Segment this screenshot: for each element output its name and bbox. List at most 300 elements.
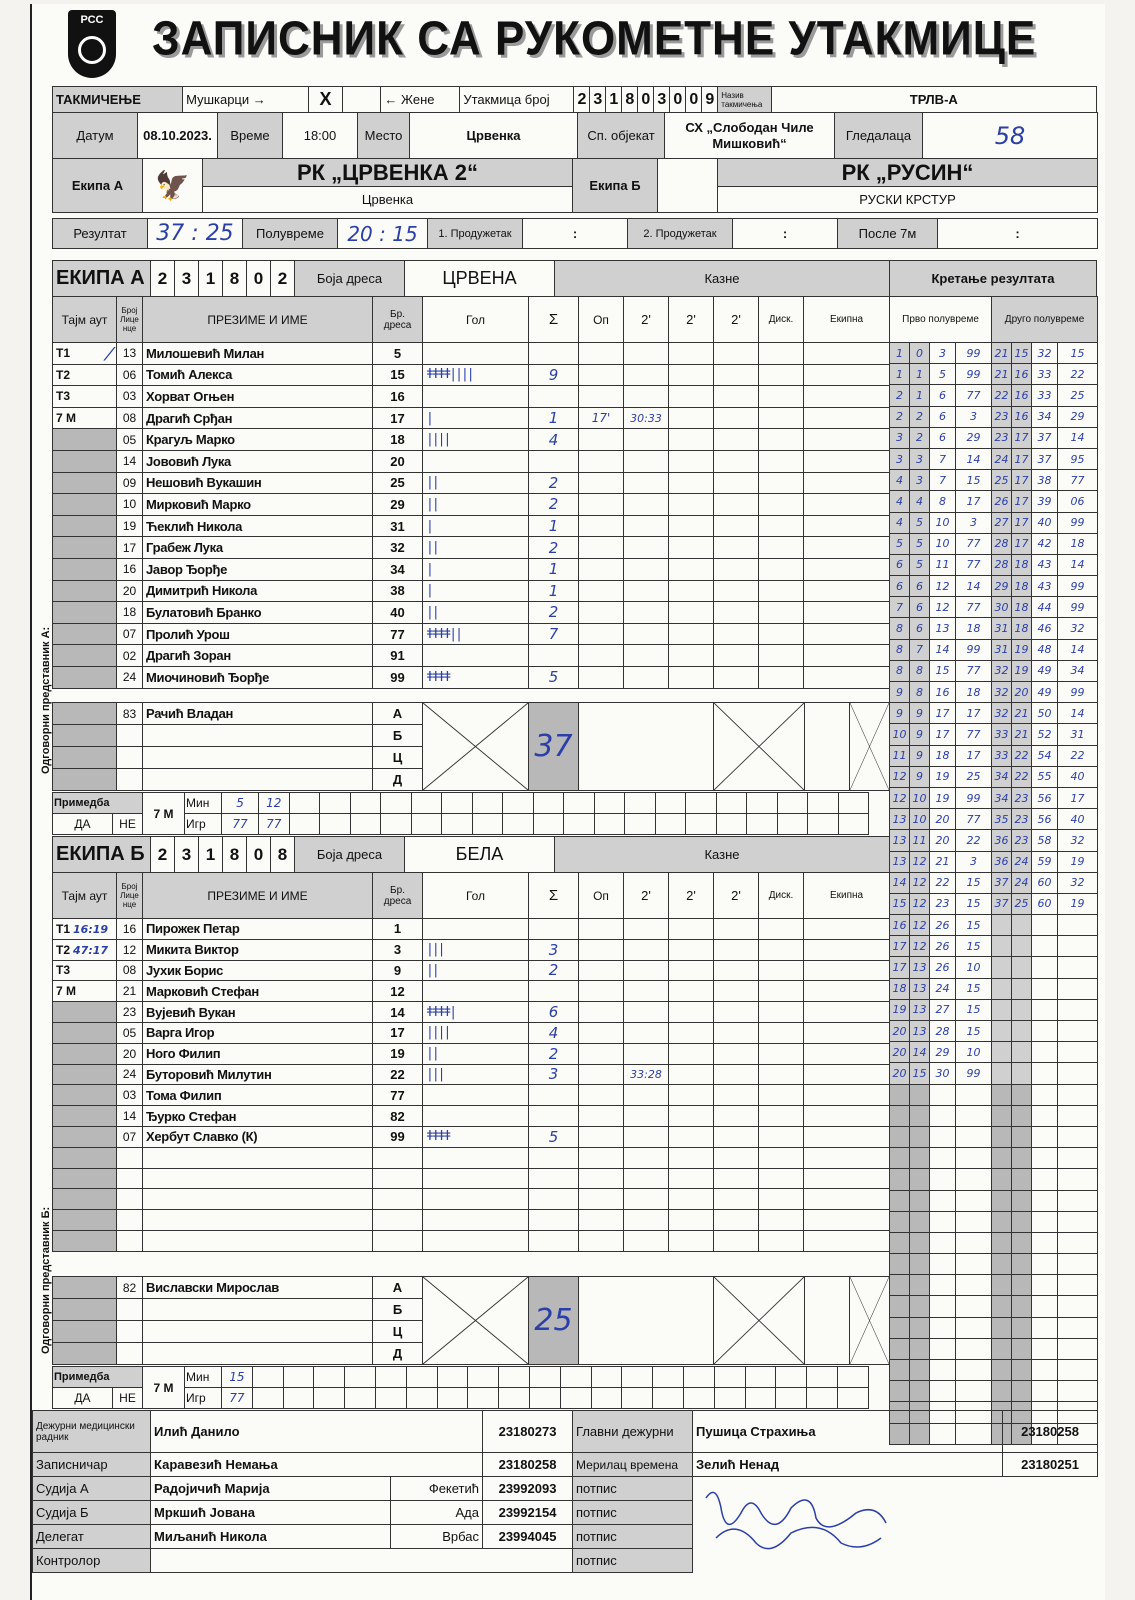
suspension-cell[interactable] xyxy=(624,580,669,602)
progress-cell: 77 xyxy=(956,809,992,830)
suspension-cell[interactable] xyxy=(669,537,714,559)
excl-cell[interactable] xyxy=(804,364,890,386)
suspension-cell[interactable] xyxy=(669,450,714,472)
disq-cell[interactable] xyxy=(759,1189,804,1210)
disq-cell[interactable] xyxy=(759,1230,804,1251)
suspension-cell[interactable] xyxy=(714,494,759,516)
suspension-cell[interactable] xyxy=(624,1147,669,1168)
progress-cell: 28 xyxy=(992,554,1012,575)
suspension-cell[interactable] xyxy=(624,364,669,386)
excl-cell[interactable] xyxy=(804,1230,890,1251)
warning-cell[interactable] xyxy=(579,981,624,1002)
match-info-table xyxy=(52,86,1097,113)
scorer-label: Записничар xyxy=(33,1453,151,1477)
progress-row xyxy=(890,957,1098,978)
disq-cell[interactable] xyxy=(759,343,804,365)
table-row xyxy=(53,364,890,386)
suspension-cell[interactable] xyxy=(714,472,759,494)
excl-cell[interactable] xyxy=(804,580,890,602)
warning-cell[interactable] xyxy=(579,450,624,472)
progress-cell xyxy=(1058,1084,1098,1105)
progress-cell: 26 xyxy=(930,936,956,957)
table-row xyxy=(53,537,890,559)
suspension-cell[interactable] xyxy=(624,1168,669,1189)
women-mark[interactable] xyxy=(343,87,381,113)
official-penalty-cell xyxy=(579,1277,714,1365)
goal-tally: | xyxy=(423,515,529,537)
suspension-cell[interactable] xyxy=(669,1189,714,1210)
progress-cell: 43 xyxy=(1032,576,1058,597)
suspension-cell[interactable] xyxy=(669,1210,714,1231)
suspension-cell[interactable] xyxy=(714,645,759,667)
suspension-cell[interactable] xyxy=(669,1126,714,1147)
suspension-cell[interactable] xyxy=(624,666,669,688)
suspension-cell[interactable] xyxy=(714,537,759,559)
progress-cell: 3 xyxy=(910,470,930,491)
goal-sum: 5 xyxy=(529,1126,579,1147)
licence-cell: 05 xyxy=(117,1022,143,1043)
suspension-cell[interactable] xyxy=(624,1106,669,1127)
suspension-cell[interactable] xyxy=(624,1230,669,1251)
excl-cell[interactable] xyxy=(804,919,890,940)
progress-cell: 48 xyxy=(1032,639,1058,660)
progress-cell: 59 xyxy=(1032,851,1058,872)
progress-cell xyxy=(1058,915,1098,936)
suspension-cell[interactable] xyxy=(714,1106,759,1127)
excl-cell[interactable] xyxy=(804,1022,890,1043)
suspension-cell[interactable] xyxy=(624,537,669,559)
progress-cell: 46 xyxy=(1032,618,1058,639)
warning-cell[interactable] xyxy=(579,429,624,451)
suspension-cell[interactable] xyxy=(714,364,759,386)
col-name: ПРЕЗИМЕ И ИМЕ xyxy=(143,297,373,343)
excl-cell[interactable] xyxy=(804,1189,890,1210)
progress-cell: 37 xyxy=(1032,427,1058,448)
men-mark[interactable]: X xyxy=(308,87,342,113)
suspension-cell[interactable] xyxy=(714,450,759,472)
team-total: 37 xyxy=(529,703,579,791)
suspension-cell[interactable] xyxy=(669,1168,714,1189)
suspension-cell[interactable] xyxy=(669,1043,714,1064)
timeout-cell xyxy=(53,1210,117,1231)
disq-cell[interactable] xyxy=(759,472,804,494)
suspension-cell[interactable] xyxy=(714,386,759,408)
suspension-cell[interactable] xyxy=(624,1126,669,1147)
suspension-cell[interactable] xyxy=(669,386,714,408)
suspension-cell[interactable] xyxy=(714,1043,759,1064)
licence-cell: 17 xyxy=(117,537,143,559)
table-row xyxy=(53,1147,890,1168)
player-name xyxy=(143,1210,373,1231)
suspension-cell[interactable] xyxy=(669,580,714,602)
note-yes[interactable]: ДА xyxy=(53,1388,113,1409)
disq-cell[interactable] xyxy=(759,960,804,981)
suspension-cell[interactable] xyxy=(669,515,714,537)
suspension-cell[interactable] xyxy=(669,1230,714,1251)
progress-cell: 1 xyxy=(890,364,910,385)
disq-cell[interactable] xyxy=(759,1210,804,1231)
disq-cell[interactable] xyxy=(759,1043,804,1064)
suspension-cell[interactable] xyxy=(624,494,669,516)
excl-cell[interactable] xyxy=(804,939,890,960)
place-label: Место xyxy=(358,113,410,159)
warning-cell[interactable] xyxy=(579,537,624,559)
excl-cell[interactable] xyxy=(804,1085,890,1106)
suspension-cell[interactable] xyxy=(624,645,669,667)
note-no[interactable]: НЕ xyxy=(113,1388,143,1409)
excl-cell[interactable] xyxy=(804,1147,890,1168)
suspension-cell[interactable]: 30:33 xyxy=(624,407,669,429)
suspension-cell[interactable] xyxy=(624,919,669,940)
disq-cell[interactable] xyxy=(759,981,804,1002)
note-yes[interactable]: ДА xyxy=(53,814,113,835)
warning-cell[interactable] xyxy=(579,472,624,494)
excl-cell[interactable] xyxy=(804,1106,890,1127)
progress-cell xyxy=(1032,1105,1058,1126)
suspension-cell[interactable] xyxy=(714,981,759,1002)
warning-cell[interactable] xyxy=(579,919,624,940)
warning-cell[interactable] xyxy=(579,1022,624,1043)
disq-cell[interactable] xyxy=(759,666,804,688)
suspension-cell[interactable] xyxy=(669,494,714,516)
warning-cell[interactable] xyxy=(579,1147,624,1168)
suspension-cell[interactable] xyxy=(714,960,759,981)
suspension-cell[interactable] xyxy=(669,1022,714,1043)
suspension-cell[interactable] xyxy=(624,602,669,624)
excl-cell[interactable] xyxy=(804,343,890,365)
progress-cell: 17 xyxy=(1012,512,1032,533)
suspension-cell[interactable] xyxy=(669,1106,714,1127)
table-row xyxy=(53,623,890,645)
progress-cell: 16 xyxy=(890,915,910,936)
warning-cell[interactable]: 17' xyxy=(579,407,624,429)
excl-cell[interactable] xyxy=(804,981,890,1002)
suspension-cell[interactable] xyxy=(714,623,759,645)
disq-cell[interactable] xyxy=(759,386,804,408)
warning-cell[interactable] xyxy=(579,386,624,408)
progress-cell xyxy=(1032,1254,1058,1275)
suspension-cell[interactable] xyxy=(669,472,714,494)
progress-cell: 22 xyxy=(1012,766,1032,787)
progress-row xyxy=(890,1381,1098,1402)
disq-cell[interactable] xyxy=(759,939,804,960)
goal-sum: 5 xyxy=(529,666,579,688)
suspension-cell[interactable] xyxy=(624,1210,669,1231)
suspension-cell[interactable] xyxy=(624,939,669,960)
suspension-cell[interactable] xyxy=(669,429,714,451)
disq-cell[interactable] xyxy=(759,364,804,386)
warning-cell[interactable] xyxy=(579,580,624,602)
suspension-cell[interactable] xyxy=(669,1085,714,1106)
warning-cell[interactable] xyxy=(579,343,624,365)
progress-cell xyxy=(1012,915,1032,936)
excl-cell[interactable] xyxy=(804,602,890,624)
suspension-cell[interactable] xyxy=(669,645,714,667)
suspension-cell[interactable] xyxy=(714,1230,759,1251)
disq-cell[interactable] xyxy=(759,1085,804,1106)
warning-cell[interactable] xyxy=(579,1210,624,1231)
warning-cell[interactable] xyxy=(579,515,624,537)
suspension-cell[interactable] xyxy=(714,1022,759,1043)
suspension-cell[interactable] xyxy=(669,1002,714,1023)
suspension-cell[interactable] xyxy=(714,580,759,602)
disq-cell[interactable] xyxy=(759,407,804,429)
suspension-cell[interactable] xyxy=(624,515,669,537)
jersey-no: 31 xyxy=(373,515,423,537)
disq-cell[interactable] xyxy=(759,1168,804,1189)
progress-cell xyxy=(1032,1190,1058,1211)
suspension-cell[interactable] xyxy=(714,429,759,451)
progress-cell: 32 xyxy=(1058,872,1098,893)
team-b-header xyxy=(52,836,890,873)
suspension-cell[interactable] xyxy=(624,981,669,1002)
suspension-cell[interactable] xyxy=(714,1147,759,1168)
progress-cell xyxy=(1058,1021,1098,1042)
excl-cell[interactable] xyxy=(804,494,890,516)
progress-cell: 21 xyxy=(992,364,1012,385)
progress-cell: 14 xyxy=(890,872,910,893)
progress-cell: 17 xyxy=(1012,533,1032,554)
goal-sum xyxy=(529,645,579,667)
suspension-cell[interactable] xyxy=(624,450,669,472)
progress-cell xyxy=(910,1169,930,1190)
table-row xyxy=(53,645,890,667)
licence-cell: 20 xyxy=(117,1043,143,1064)
suspension-cell[interactable] xyxy=(624,472,669,494)
warning-cell[interactable] xyxy=(579,1043,624,1064)
progress-cell: 12 xyxy=(910,893,930,914)
warning-cell[interactable] xyxy=(579,1064,624,1085)
jersey-no: 22 xyxy=(373,1064,423,1085)
excl-cell[interactable] xyxy=(804,1168,890,1189)
progress-cell xyxy=(1058,1148,1098,1169)
progress-cell: 27 xyxy=(930,999,956,1020)
suspension-cell[interactable] xyxy=(714,1002,759,1023)
warning-cell[interactable] xyxy=(579,960,624,981)
note-no[interactable]: НЕ xyxy=(113,814,143,835)
progress-cell: 15 xyxy=(930,660,956,681)
suspension-cell[interactable] xyxy=(714,1189,759,1210)
suspension-cell[interactable] xyxy=(669,602,714,624)
suspension-cell[interactable] xyxy=(624,386,669,408)
suspension-cell[interactable] xyxy=(624,960,669,981)
warning-cell[interactable] xyxy=(579,558,624,580)
suspension-cell[interactable] xyxy=(714,602,759,624)
suspension-cell[interactable] xyxy=(624,429,669,451)
warning-cell[interactable] xyxy=(579,1002,624,1023)
suspension-cell[interactable] xyxy=(714,666,759,688)
progress-cell xyxy=(992,1211,1012,1232)
suspension-cell[interactable] xyxy=(669,919,714,940)
progress-cell xyxy=(910,1148,930,1169)
excl-cell[interactable] xyxy=(804,386,890,408)
suspension-cell[interactable] xyxy=(714,919,759,940)
suspension-cell[interactable] xyxy=(624,1085,669,1106)
suspension-cell[interactable] xyxy=(669,960,714,981)
excl-cell[interactable] xyxy=(804,558,890,580)
excl-cell[interactable] xyxy=(804,515,890,537)
warning-cell[interactable] xyxy=(579,666,624,688)
disq-cell[interactable] xyxy=(759,450,804,472)
excl-cell[interactable] xyxy=(804,1002,890,1023)
progress-cell: 77 xyxy=(956,660,992,681)
progress-cell: 3 xyxy=(956,406,992,427)
suspension-cell[interactable]: 33:28 xyxy=(624,1064,669,1085)
progress-row xyxy=(890,1063,1098,1084)
progress-cell: 1 xyxy=(910,364,930,385)
progress-cell: 54 xyxy=(1032,745,1058,766)
suspension-cell[interactable] xyxy=(714,1168,759,1189)
progress-cell xyxy=(910,1190,930,1211)
progress-cell: 18 xyxy=(1012,597,1032,618)
warning-cell[interactable] xyxy=(579,645,624,667)
progress-row xyxy=(890,1042,1098,1063)
suspension-cell[interactable] xyxy=(669,666,714,688)
handball-icon xyxy=(78,36,106,64)
disq-cell[interactable] xyxy=(759,623,804,645)
excl-cell[interactable] xyxy=(804,450,890,472)
suspension-cell[interactable] xyxy=(624,343,669,365)
progress-cell: 23 xyxy=(930,893,956,914)
disq-cell[interactable] xyxy=(759,1022,804,1043)
disq-cell[interactable] xyxy=(759,1106,804,1127)
team-a-roster xyxy=(52,296,890,689)
suspension-cell[interactable] xyxy=(714,407,759,429)
suspension-cell[interactable] xyxy=(669,623,714,645)
progress-cell: 6 xyxy=(910,597,930,618)
suspension-cell[interactable] xyxy=(669,981,714,1002)
suspension-cell[interactable] xyxy=(714,515,759,537)
disq-cell[interactable] xyxy=(759,1064,804,1085)
suspension-cell[interactable] xyxy=(624,558,669,580)
warning-cell[interactable] xyxy=(579,364,624,386)
suspension-cell[interactable] xyxy=(624,1022,669,1043)
progress-cell: 12 xyxy=(910,915,930,936)
excl-cell[interactable] xyxy=(804,645,890,667)
progress-row xyxy=(890,639,1098,660)
note-label: Примедба xyxy=(53,1367,143,1388)
warning-cell[interactable] xyxy=(579,1168,624,1189)
jersey-no: 3 xyxy=(373,939,423,960)
excl-cell[interactable] xyxy=(804,537,890,559)
suspension-cell[interactable] xyxy=(669,364,714,386)
table-row xyxy=(53,1168,890,1189)
warning-cell[interactable] xyxy=(579,623,624,645)
suspension-cell[interactable] xyxy=(669,558,714,580)
progress-cell xyxy=(930,1105,956,1126)
match-no-digit: 9 xyxy=(702,87,718,113)
suspension-cell[interactable] xyxy=(669,1147,714,1168)
warning-cell[interactable] xyxy=(579,602,624,624)
official-name xyxy=(143,725,373,747)
goal-tally: || xyxy=(423,960,529,981)
suspension-cell[interactable] xyxy=(714,939,759,960)
disq-cell[interactable] xyxy=(759,919,804,940)
suspension-cell[interactable] xyxy=(714,558,759,580)
suspension-cell[interactable] xyxy=(714,1064,759,1085)
suspension-cell[interactable] xyxy=(624,1189,669,1210)
goal-tally xyxy=(423,645,529,667)
excl-cell[interactable] xyxy=(804,623,890,645)
warning-cell[interactable] xyxy=(579,1126,624,1147)
result-score: 37 : 25 xyxy=(148,219,243,249)
progress-cell: 17 xyxy=(956,491,992,512)
excl-cell[interactable] xyxy=(804,429,890,451)
disq-cell[interactable] xyxy=(759,602,804,624)
disq-cell[interactable] xyxy=(759,645,804,667)
disq-cell[interactable] xyxy=(759,1002,804,1023)
suspension-cell[interactable] xyxy=(669,1064,714,1085)
disq-cell[interactable] xyxy=(759,429,804,451)
disq-cell[interactable] xyxy=(759,537,804,559)
progress-cell xyxy=(992,957,1012,978)
licence-cell: 21 xyxy=(117,981,143,1002)
suspension-cell[interactable] xyxy=(714,1210,759,1231)
warning-cell[interactable] xyxy=(579,1106,624,1127)
disq-cell[interactable] xyxy=(759,1126,804,1147)
progress-cell: 60 xyxy=(1032,893,1058,914)
warning-cell[interactable] xyxy=(579,1230,624,1251)
progress-cell xyxy=(1032,1021,1058,1042)
excl-cell[interactable] xyxy=(804,1126,890,1147)
disq-cell[interactable] xyxy=(759,494,804,516)
progress-cell xyxy=(890,1190,910,1211)
progress-cell: 17 xyxy=(890,936,910,957)
suspension-cell[interactable] xyxy=(624,623,669,645)
excl-cell[interactable] xyxy=(804,407,890,429)
warning-cell[interactable] xyxy=(579,494,624,516)
licence-cell xyxy=(117,1147,143,1168)
progress-cell xyxy=(910,1254,930,1275)
suspension-cell[interactable] xyxy=(714,1085,759,1106)
excl-cell[interactable] xyxy=(804,1210,890,1231)
disq-cell[interactable] xyxy=(759,580,804,602)
suspension-cell[interactable] xyxy=(669,343,714,365)
licence-cell: 08 xyxy=(117,407,143,429)
disq-cell[interactable] xyxy=(759,558,804,580)
team-b-name: РК „РУСИН“ xyxy=(718,159,1098,187)
disq-cell[interactable] xyxy=(759,1147,804,1168)
excl-cell[interactable] xyxy=(804,472,890,494)
timeout-cell xyxy=(53,666,117,688)
team-b-heading: ЕКИПА Б xyxy=(53,837,151,873)
suspension-cell[interactable] xyxy=(624,1002,669,1023)
progress-cell: 2 xyxy=(910,406,930,427)
warning-cell[interactable] xyxy=(579,1085,624,1106)
warning-cell[interactable] xyxy=(579,939,624,960)
suspension-cell[interactable] xyxy=(714,343,759,365)
rss-logo: РСС xyxy=(68,10,116,78)
official-name xyxy=(143,1299,373,1321)
excl-cell[interactable] xyxy=(804,1043,890,1064)
ot2-score: : xyxy=(733,219,838,249)
col-2min: 2' xyxy=(624,297,669,343)
suspension-cell[interactable] xyxy=(669,407,714,429)
excl-cell[interactable] xyxy=(804,666,890,688)
suspension-cell[interactable] xyxy=(624,1043,669,1064)
progress-cell: 13 xyxy=(910,1021,930,1042)
suspension-cell[interactable] xyxy=(669,939,714,960)
warning-cell[interactable] xyxy=(579,1189,624,1210)
excl-cell[interactable] xyxy=(804,960,890,981)
progress-cell: 14 xyxy=(1058,703,1098,724)
progress-row xyxy=(890,915,1098,936)
disq-cell[interactable] xyxy=(759,515,804,537)
half-score: 20 : 15 xyxy=(338,219,428,249)
suspension-cell[interactable] xyxy=(714,1126,759,1147)
excl-cell[interactable] xyxy=(804,1064,890,1085)
goal-tally: || xyxy=(423,1043,529,1064)
